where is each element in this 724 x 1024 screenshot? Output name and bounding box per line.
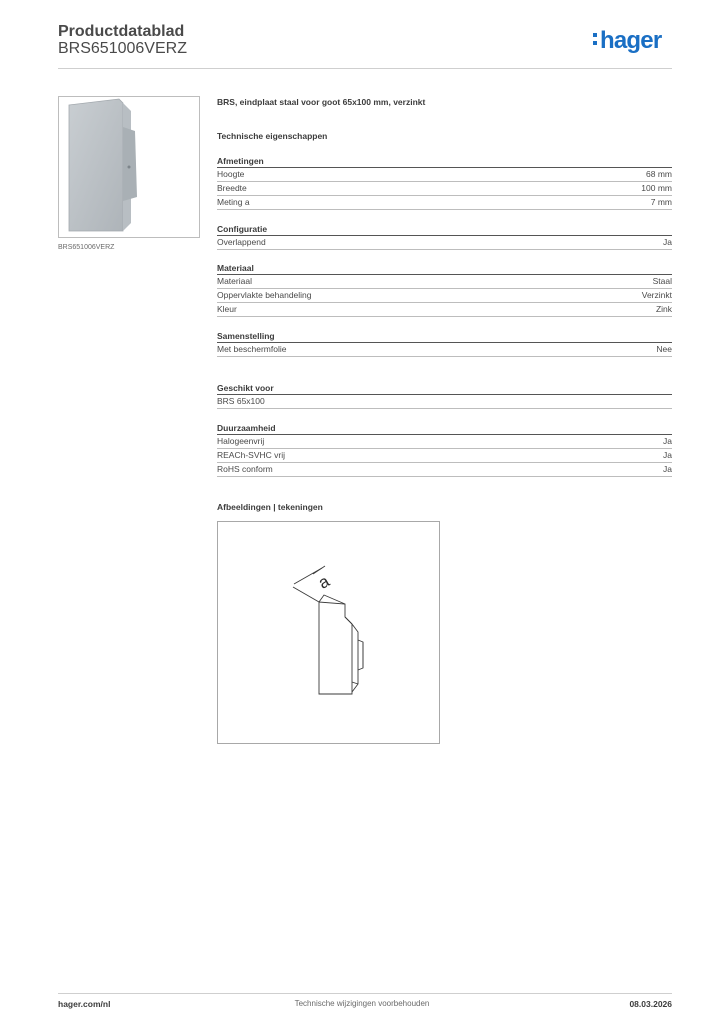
spec-label: BRS 65x100	[217, 396, 265, 406]
spec-value: Ja	[663, 237, 672, 247]
spec-value: Ja	[663, 436, 672, 446]
product-headline: BRS, eindplaat staal voor goot 65x100 mm, verzinkt	[217, 97, 426, 107]
section-afmetingen	[217, 155, 672, 210]
spec-value: 7 mm	[650, 197, 672, 207]
spec-row	[217, 182, 672, 196]
images-title: Afbeeldingen | tekeningen	[217, 502, 323, 512]
section-duurzaamheid	[217, 422, 672, 477]
spec-label: Overlappend	[217, 237, 266, 247]
end-plate-photo-icon	[59, 97, 199, 237]
spec-label: Materiaal	[217, 276, 252, 286]
spec-value: Ja	[663, 450, 672, 460]
product-thumbnail	[58, 96, 200, 238]
spec-row	[217, 395, 672, 409]
spec-value: Ja	[663, 464, 672, 474]
section-title: Geschikt voor	[217, 382, 672, 395]
spec-label: Hoogte	[217, 169, 245, 179]
spec-row	[217, 343, 672, 357]
spec-label: Kleur	[217, 304, 237, 314]
spec-row	[217, 236, 672, 250]
spec-row	[217, 435, 672, 449]
footer-disclaimer: Technische wijzigingen voorbehouden	[294, 999, 430, 1008]
spec-row	[217, 275, 672, 289]
logo-text: hager	[600, 27, 662, 54]
logo-dots-icon	[593, 33, 598, 49]
end-plate-drawing-icon	[218, 522, 439, 743]
technical-drawing	[217, 521, 440, 744]
spec-label: Met beschermfolie	[217, 344, 287, 354]
section-title: Duurzaamheid	[217, 422, 672, 435]
spec-row	[217, 303, 672, 317]
section-title: Afmetingen	[217, 155, 672, 168]
header-divider	[58, 68, 672, 69]
spec-label: Oppervlakte behandeling	[217, 290, 312, 300]
technical-properties-title: Technische eigenschappen	[217, 131, 328, 141]
section-geschikt-voor	[217, 382, 672, 409]
document-title: Productdatablad	[58, 23, 185, 40]
spec-value: Verzinkt	[641, 290, 672, 300]
product-code: BRS651006VERZ	[58, 40, 187, 57]
dimension-label: a	[315, 571, 333, 593]
spec-value: Nee	[656, 344, 672, 354]
spec-value: Staal	[652, 276, 672, 286]
spec-value: 100 mm	[641, 183, 672, 193]
spec-label: Breedte	[217, 183, 247, 193]
section-title: Samenstelling	[217, 330, 672, 343]
spec-label: Halogeenvrij	[217, 436, 265, 446]
spec-value: Zink	[655, 304, 672, 314]
section-samenstelling	[217, 330, 672, 357]
spec-row	[217, 196, 672, 210]
spec-value: 68 mm	[646, 169, 672, 179]
section-title: Configuratie	[217, 223, 672, 236]
section-materiaal	[217, 262, 672, 317]
spec-label: Meting a	[217, 197, 250, 207]
footer-date: 08.03.2026	[629, 999, 672, 1009]
footer-website: hager.com/nl	[58, 999, 111, 1009]
spec-row	[217, 463, 672, 477]
spec-label: REACh-SVHC vrij	[217, 450, 286, 460]
section-configuratie	[217, 223, 672, 250]
spec-label: RoHS conform	[217, 464, 273, 474]
thumbnail-caption: BRS651006VERZ	[58, 244, 115, 251]
spec-row	[217, 449, 672, 463]
spec-row	[217, 289, 672, 303]
footer-divider	[58, 993, 672, 994]
section-title: Materiaal	[217, 262, 672, 275]
spec-row	[217, 168, 672, 182]
